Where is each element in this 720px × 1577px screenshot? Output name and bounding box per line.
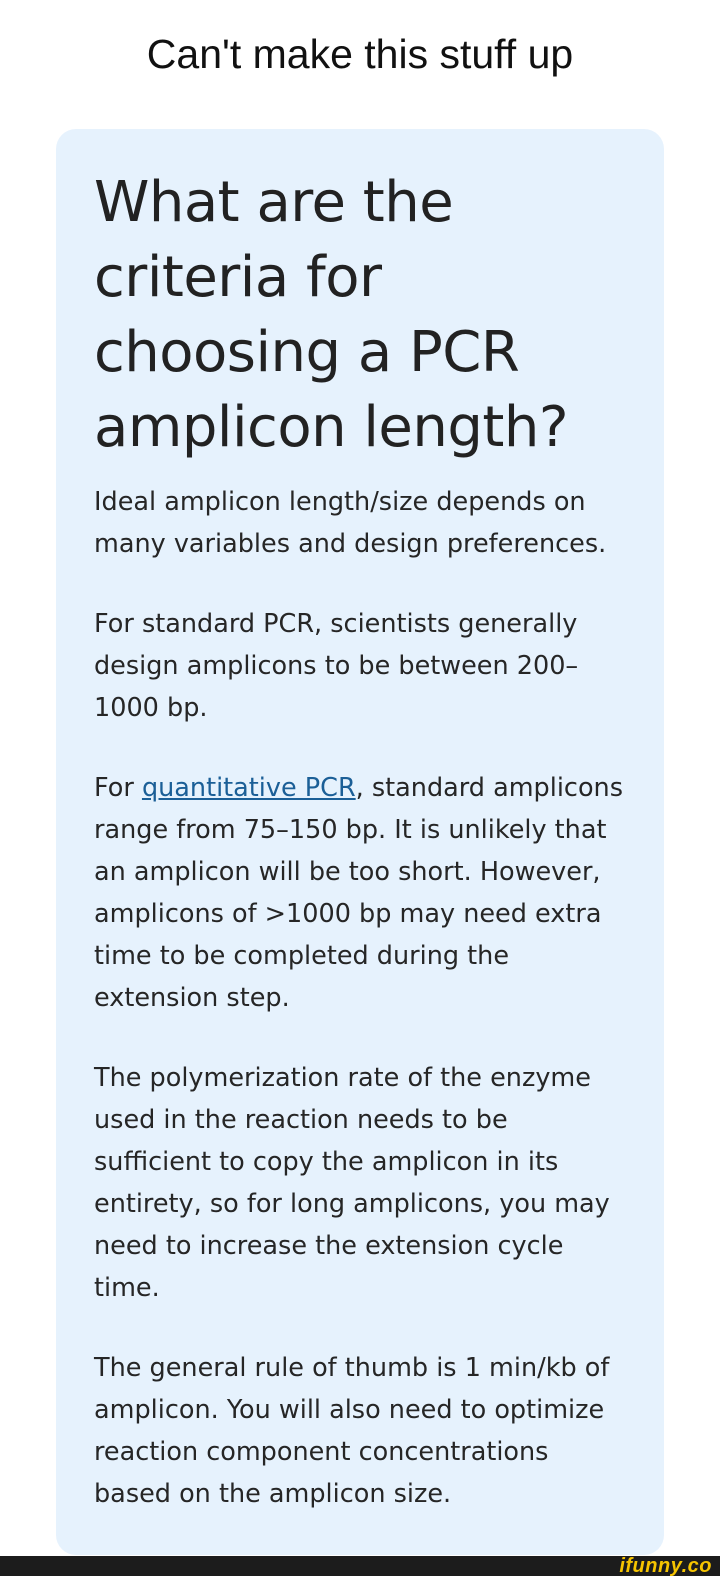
paragraph-rule-of-thumb: The general rule of thumb is 1 min/kb of amplicon. You will also need to optimize reaction component concentrations based on the amplicon size. [94,1353,610,1509]
quantitative-pcr-link[interactable]: quantitative PCR [141,773,356,803]
question-title: What are the criteria for choosing a PCR amplicon length? [94,170,569,460]
answer-card [56,129,664,1555]
ifunny-watermark: ifunny.co [619,1555,712,1577]
paragraph-suffix: , standard amplicons range from 75–150 bp. It is unlikely that an amplicon will be too short. However, amplicons of >1000 bp may need extra time to be completed during the extension step. [94,773,623,1013]
paragraph-ideal-length: Ideal amplicon length/size depends on many variables and design preferences. [94,487,607,559]
paragraph-polymerization: The polymerization rate of the enzyme used in the reaction needs to be sufficient to copy the amplicon in its entirety, so for long amplicons, you may need to increase the extension cycle time. [94,1063,610,1303]
footer-bar [0,1556,720,1576]
meme-caption: Can't make this stuff up [146,31,574,77]
paragraph-quantitative-pcr [94,767,624,1019]
paragraph-standard-pcr: For standard PCR, scientists generally design amplicons to be between 200–1000 bp. [94,609,579,723]
paragraph-prefix: For [94,773,142,803]
